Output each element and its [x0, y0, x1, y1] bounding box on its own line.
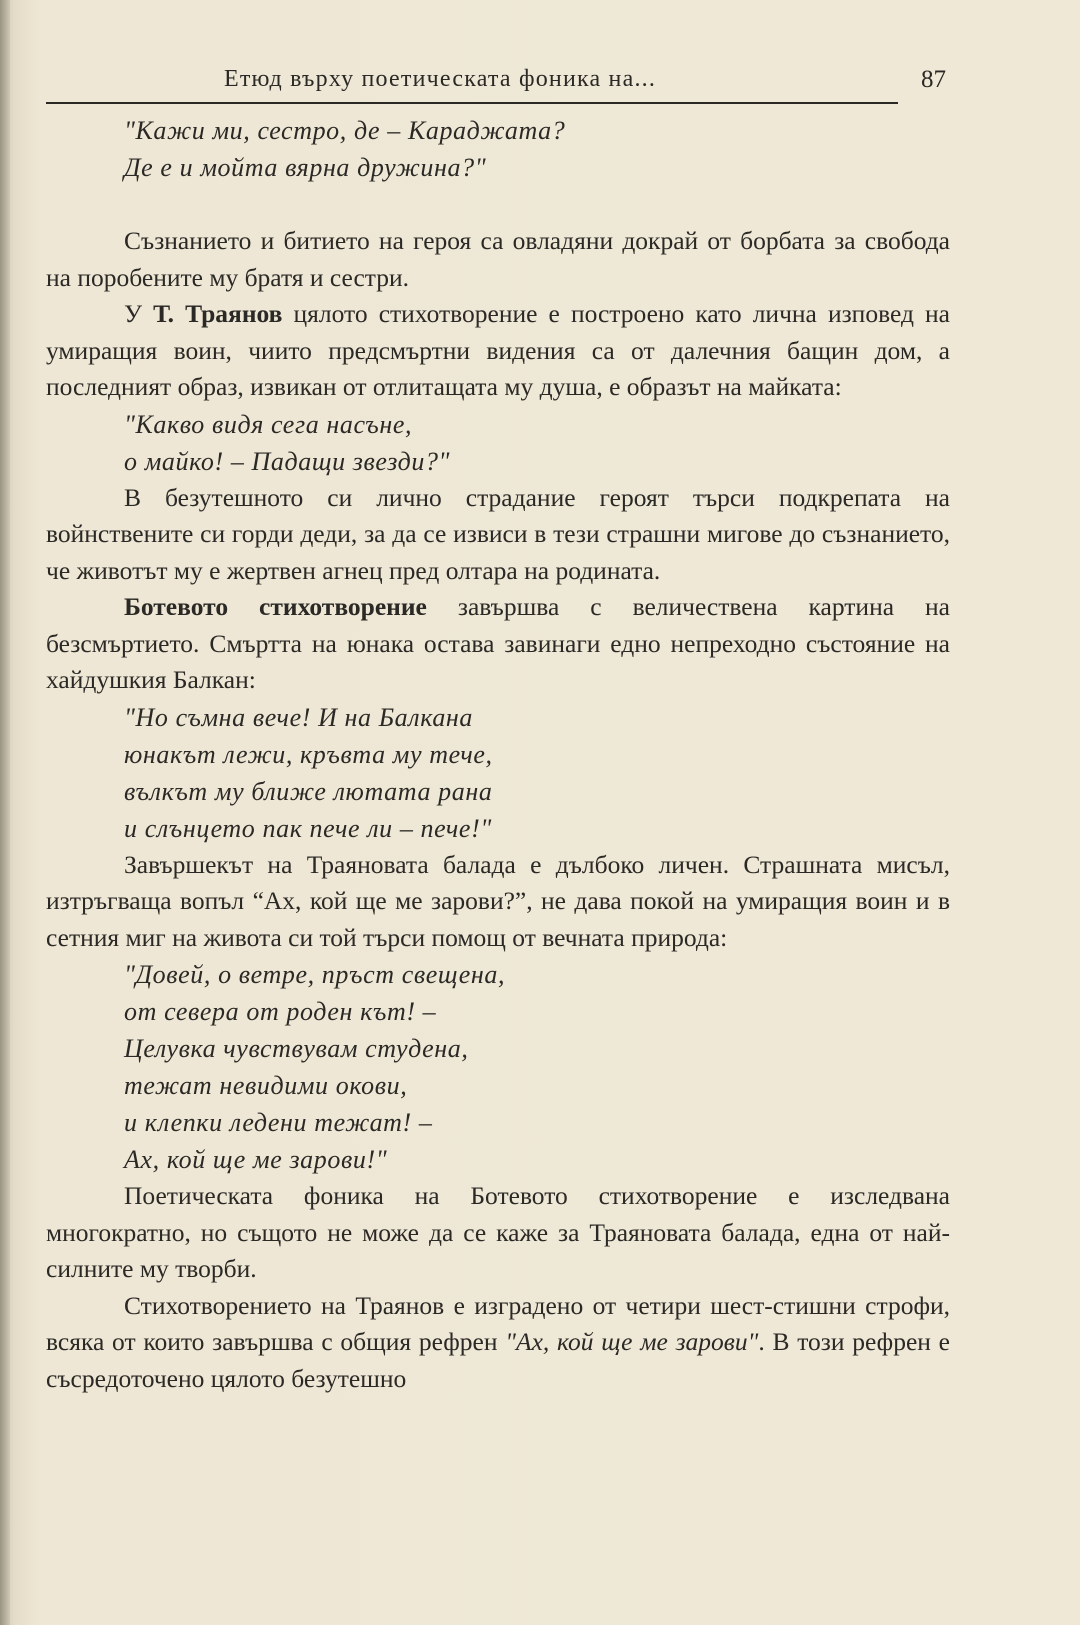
- paragraph: Завършекът на Траяновата балада е дълбоко личен. Страшната мисъл, изтръгваща вопъл “Ах, кой ще ме зарови?”, не дава покой на умиращия воин и в сетния миг на живота си той търси помощ от вечната природа:: [46, 849, 950, 952]
- paragraph: [46, 1288, 950, 1398]
- verse-line: "Но съмна вече! И на Балкана: [124, 702, 474, 732]
- verse-line: Де е и мойта вярна дружина?": [124, 153, 487, 182]
- verse-line: Целувка чувствувам студена,: [124, 1034, 469, 1063]
- paragraph-text: цялото стихотворение е построено като лична изповед на умиращия воин, чиито предсмъртни видения са от далечния бащин дом, а последният образ, извикан от отлитащата му душа, е образът на майката:: [46, 299, 950, 401]
- verse-line: и слънцето пак пече ли – пече!": [124, 813, 492, 843]
- verse-mother: [46, 406, 950, 480]
- refrain-italic: "Ах, кой ще ме зарови": [505, 1327, 759, 1356]
- verse-wind: [46, 956, 950, 1178]
- body-text: [46, 112, 950, 1397]
- paragraph: [46, 589, 950, 699]
- running-header-title: Етюд върху поетическата фоника на...: [224, 66, 657, 92]
- paragraph: Съзнанието и битието на героя са овладяни докрай от борбата за свобода на поробените му братя и сестри.: [46, 226, 950, 292]
- running-header: [46, 62, 946, 104]
- verse-line: "Кажи ми, сестро, де – Караджата?: [124, 116, 566, 145]
- verse-balkan: [46, 699, 950, 847]
- paragraph: В безутешното си лично страдание героят търси подкрепата на войнствените си горди деди, за да се извиси в тези страшни мигове до съзнанието, че животът му е жертвен агнец пред олтара на родината.: [46, 482, 950, 585]
- verse-line: юнакът лежи, кръвта му тече,: [124, 739, 493, 769]
- paragraph: [46, 296, 950, 406]
- page-number: 87: [921, 66, 946, 93]
- verse-line: о майко! – Падащи звезди?": [124, 446, 451, 476]
- verse-line: тежат невидими окови,: [124, 1071, 408, 1100]
- verse-line: "Довей, о ветре, пръст свещена,: [124, 960, 506, 989]
- paragraph-text: Стихотворението на Траянов е изградено от четири шест-стишни строфи, всяка от които завършва с общия рефрен: [46, 1290, 950, 1356]
- verse-line: и клепки ледени тежат! –: [124, 1108, 433, 1137]
- paragraph-text: . В този рефрен е съсредоточено цялото безутешно: [46, 1327, 950, 1393]
- author-name-bold: Т. Траянов: [153, 299, 283, 328]
- verse-line: вълкът му ближе лютата рана: [124, 776, 493, 806]
- binding-shadow: [0, 0, 10, 1625]
- botev-poem-bold: Ботевото стихотворение: [124, 592, 427, 621]
- verse-line: Ах, кой ще ме зарови!": [124, 1145, 388, 1174]
- verse-line: "Какво видя сега насъне,: [124, 409, 413, 439]
- verse-line: от севера от роден кът! –: [124, 997, 437, 1026]
- verse-karadzhata: [46, 112, 950, 186]
- paragraph-lead: У: [124, 299, 154, 328]
- paragraph-text: завършва с величествена картина на безсмъртието. Смъртта на юнака остава завинаги едно непреходно състояние на хайдушкия Балкан:: [46, 592, 951, 694]
- paragraph: Поетическата фоника на Ботевото стихотворение е изследвана многократно, но същото не може да се каже за Траяновата балада, една от най-силните му творби.: [46, 1181, 950, 1283]
